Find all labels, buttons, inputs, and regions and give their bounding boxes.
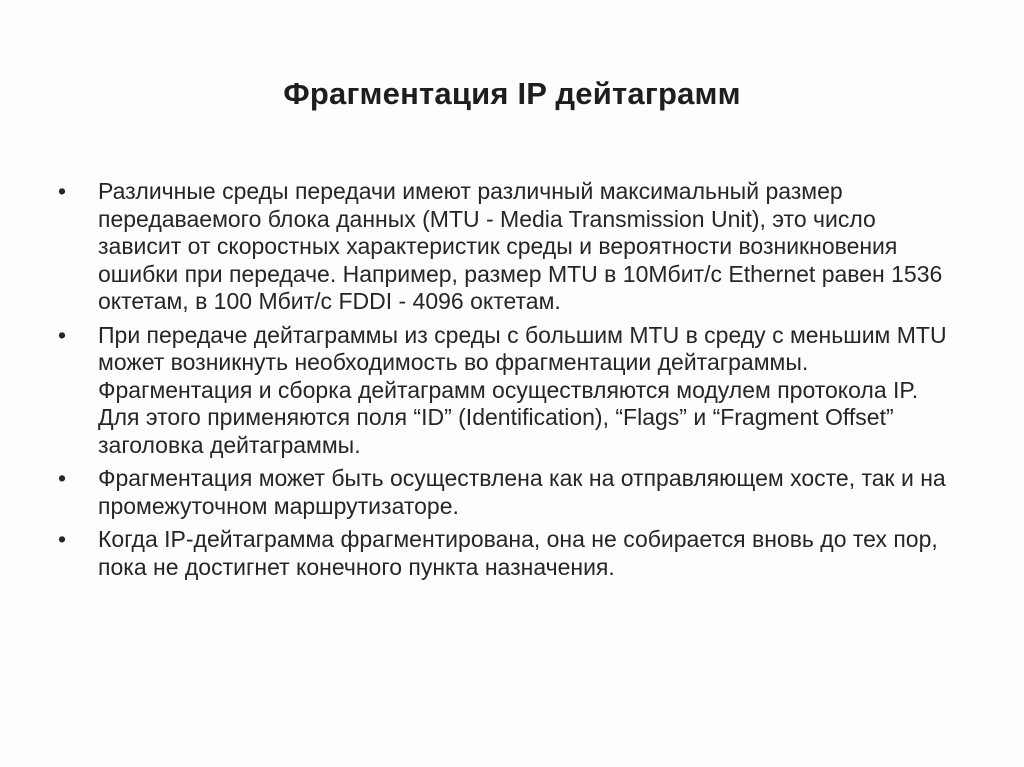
bullet-item	[58, 322, 958, 460]
bullet-text: Различные среды передачи имеют различный максимальный размер передаваемого блока данных (MTU - Media Transmission Unit), это число зависит от скоростных характеристик среды и вероятности возникновения ошибки при передаче. Например, размер MTU в 10Мбит/с Ethernet равен 1536 октетам, в 100 Мбит/с FDDI - 4096 октетам.	[98, 178, 943, 314]
slide-title: Фрагментация IP дейтаграмм	[283, 76, 741, 111]
bullet-item	[58, 178, 958, 316]
bullet-list	[58, 178, 958, 587]
bullet-marker: •	[58, 178, 67, 204]
bullet-marker: •	[58, 526, 67, 552]
bullet-item	[58, 465, 958, 520]
bullet-marker: •	[58, 321, 67, 348]
bullet-text: При передаче дейтаграммы из среды с большим MTU в среду с меньшим MTU может возникнуть необходимость во фрагментации дейтаграммы. Фрагментация и сборка дейтаграмм осуществляются модулем протокола IP. Для этого применяются поля “ID” (Identification), “Flags” и “Fragment Offset” заголовка дейтаграммы.	[98, 321, 947, 458]
bullet-text: Фрагментация может быть осуществлена как на отправляющем хосте, так и на промежуточном маршрутизаторе.	[98, 465, 946, 519]
bullet-marker: •	[58, 465, 67, 491]
bullet-text: Когда IP-дейтаграмма фрагментирована, она не собирается вновь до тех пор, пока не достигнет конечного пункта назначения.	[98, 526, 938, 580]
bullet-item	[58, 526, 958, 581]
